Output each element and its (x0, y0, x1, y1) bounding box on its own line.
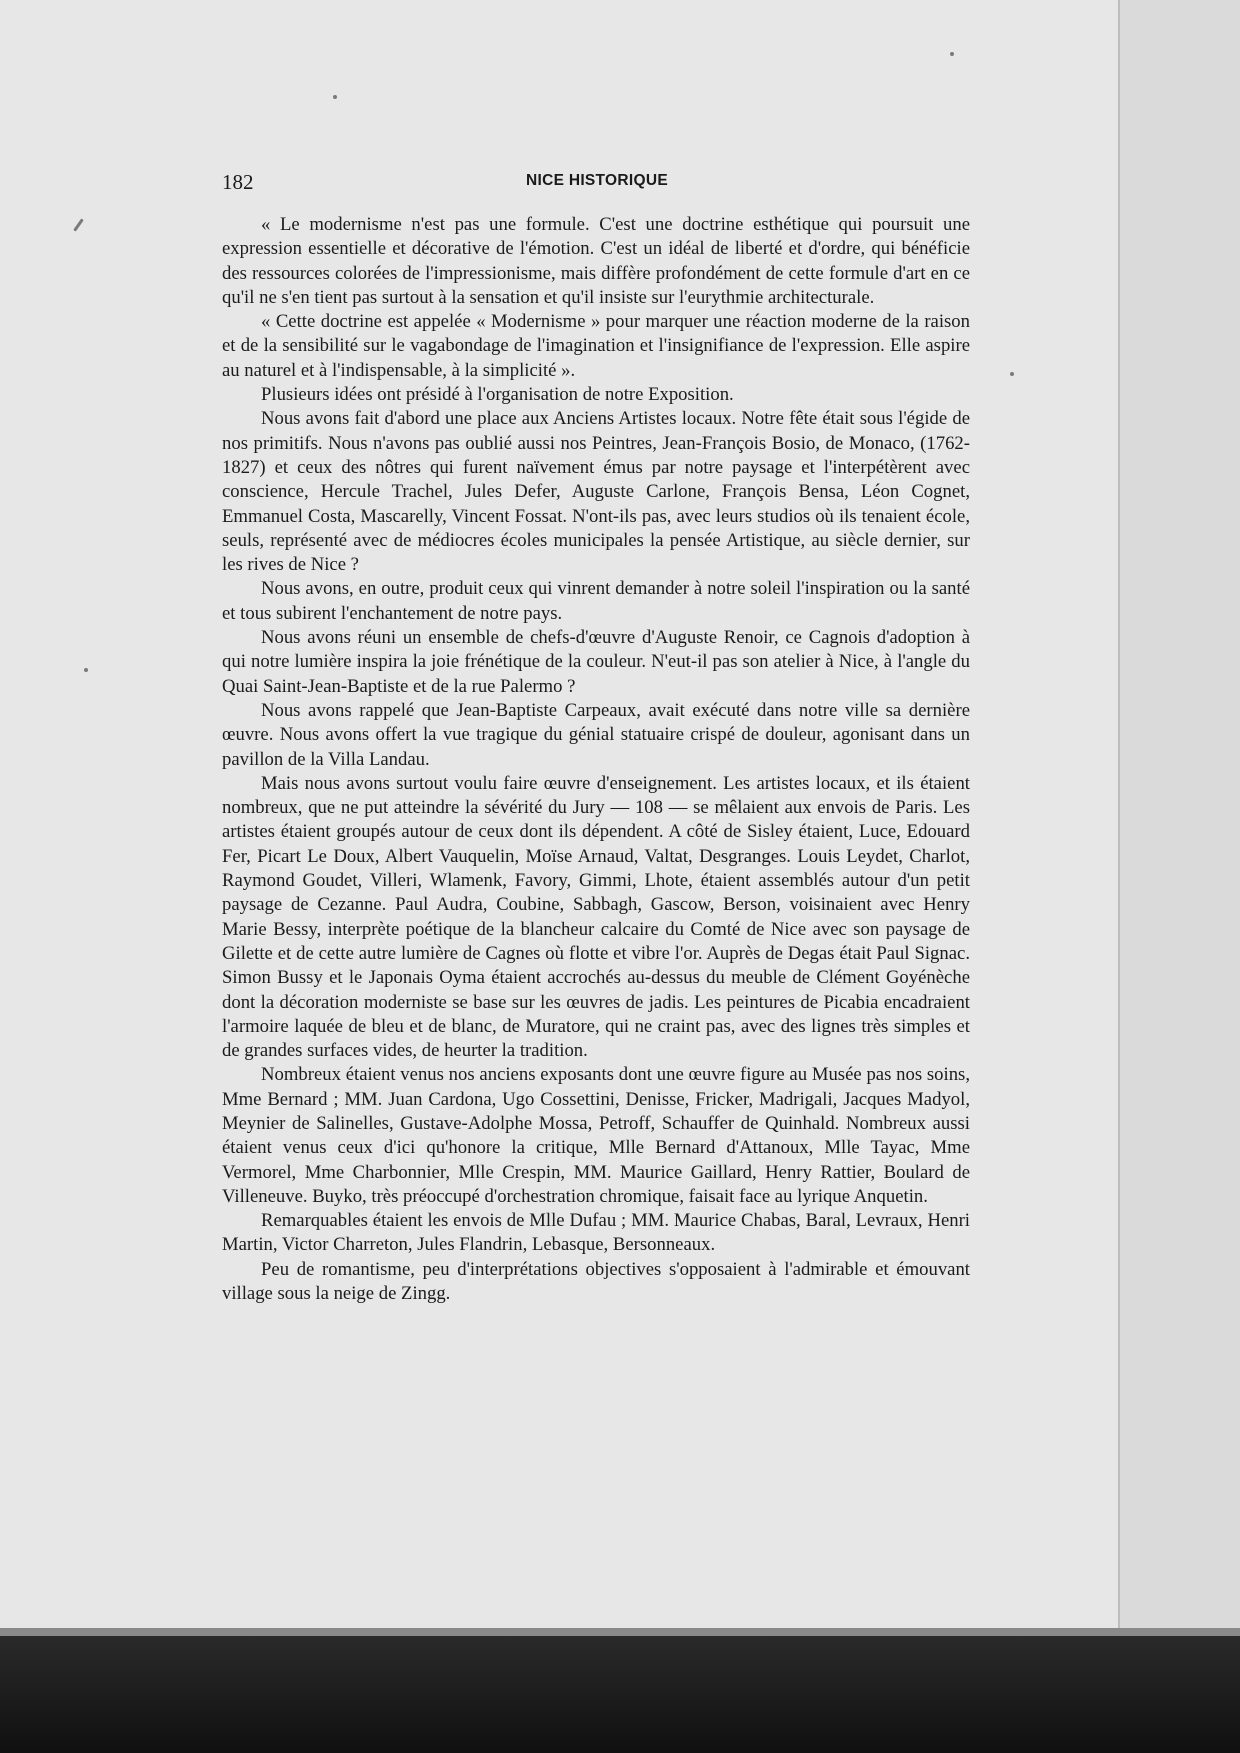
paragraph-carpeaux: Nous avons rappelé que Jean-Baptiste Carpeaux, avait exécuté dans notre ville sa dernière œuvre. Nous avons offert la vue tragique du génial statuaire crispé de douleur, agonisant dans un pavillon de la Villa Landau. (222, 699, 970, 770)
facing-page-edge (1118, 0, 1240, 1640)
paragraph-doctrine: « Cette doctrine est appelée « Modernisme » pour marquer une réaction moderne de la raison et de la sensibilité sur le vagabondage de l'imagination et l'insignifiance de l'expression. Elle aspire au naturel et à l'indispensable, à la simplicité ». (222, 311, 970, 381)
paragraph-anciens-exposants: Nombreux étaient venus nos anciens exposants dont une œuvre figure au Musée pas nos soins, Mme Bernard ; MM. Juan Cardona, Ugo Cossettini, Denisse, Fricker, Madrigali, Jacques Madyol, Meynier de Salinelles, Gustave-Adolphe Mossa, Petroff, Schauffer de Quinhald. Nombreux aussi étaient venus ceux d'ici qu'honore la critique, Mlle Bernard d'Attanoux, Mlle Tayac, Mme Vermorel, Mme Charbonnier, Mlle Crespin, MM. Maurice Gaillard, Henry Rattier, Boulard de Villeneuve. Buyko, très préoccupé d'orchestration chromique, faisait face au lyrique Anquetin. (222, 1064, 970, 1207)
paragraph-zingg: Peu de romantisme, peu d'interprétations objectives s'opposaient à l'admirable et émouvant village sous la neige de Zingg. (222, 1258, 970, 1305)
page-header (222, 170, 972, 198)
paragraph-modernisme-definition: « Le modernisme n'est pas une formule. C'est une doctrine esthétique qui poursuit une expression essentielle et décorative de l'émotion. C'est un idéal de liberté et d'ordre, qui bénéficie des ressources colorées de l'impressionisme, mais diffère profondément de cette formule d'art en ce qu'il ne s'en tient pas surtout à la sensation et qu'il insiste sur l'eurythmie architecturale. (222, 214, 970, 308)
paragraph-anciens-artistes: Nous avons fait d'abord une place aux Anciens Artistes locaux. Notre fête était sous l'égide de nos primitifs. Nous n'avons pas oublié aussi nos Peintres, Jean-François Bosio, de Monaco, (1762-1827) et ceux des nôtres qui furent naïvement émus par notre paysage et l'interpétèrent avec conscience, Hercule Trachel, Jules Defer, Auguste Carlone, François Bensa, Léon Cognet, Emmanuel Costa, Mascarelly, Vincent Fossat. N'ont-ils pas, avec leurs studios où ils tenaient école, seuls, représenté avec de médiocres écoles municipales la pensée Artistique, au siècle dernier, sur les rives de Nice ? (222, 408, 970, 576)
article-body (222, 213, 970, 1306)
paragraph-inspiration: Nous avons, en outre, produit ceux qui vinrent demander à notre soleil l'inspiration ou la santé et tous subirent l'enchantement de notre pays. (222, 578, 970, 624)
paragraph-renoir: Nous avons réuni un ensemble de chefs-d'œuvre d'Auguste Renoir, ce Cagnois d'adoption à qui notre lumière inspira la joie frénétique de la couleur. N'eut-il pas son atelier à Nice, à l'angle du Quai Saint-Jean-Baptiste et de la rue Palermo ? (222, 627, 970, 697)
paragraph-enseignement: Mais nous avons surtout voulu faire œuvre d'enseignement. Les artistes locaux, et ils étaient nombreux, que ne put atteindre la sévérité du Jury — 108 — se mêlaient aux envois de Paris. Les artistes étaient groupés autour de ceux dont ils dépendent. A côté de Sisley étaient, Luce, Edouard Fer, Picart Le Doux, Albert Vauquelin, Moïse Arnaud, Valtat, Desgranges. Louis Leydet, Charlot, Raymond Goudet, Villeri, Wlamenk, Favory, Gimmi, Lhote, étaient assemblés autour d'un petit paysage de Cezanne. Paul Audra, Coubine, Sabbagh, Gascow, Berson, voisinaient avec Henry Marie Bessy, interprète poétique de la blancheur calcaire du Comté de Nice avec son paysage de Gilette et de cette autre lumière de Cagnes où flotte et vibre l'or. Auprès de Degas était Paul Signac. Simon Bussy et le Japonais Oyma étaient accrochés au-dessus du meuble de Clément Goyénèche dont la décoration moderniste se base sur les œuvres de jadis. Les peintures de Picabia encadraient l'armoire laquée de bleu et de blanc, de Muratore, qui ne craint pas, avec des lignes très simples et de grandes surfaces vides, de heurter la tradition. (222, 772, 970, 1062)
page-number: 182 (222, 170, 254, 194)
paragraph-envois-remarquables: Remarquables étaient les envois de Mlle Dufau ; MM. Maurice Chabas, Baral, Levraux, Henri Martin, Victor Charreton, Jules Flandrin, Lebasque, Bersonneaux. (222, 1210, 970, 1256)
scanner-background (0, 1636, 1240, 1753)
running-title: NICE HISTORIQUE (525, 172, 668, 189)
paragraph-organisation: Plusieurs idées ont présidé à l'organisation de notre Exposition. (261, 384, 734, 406)
